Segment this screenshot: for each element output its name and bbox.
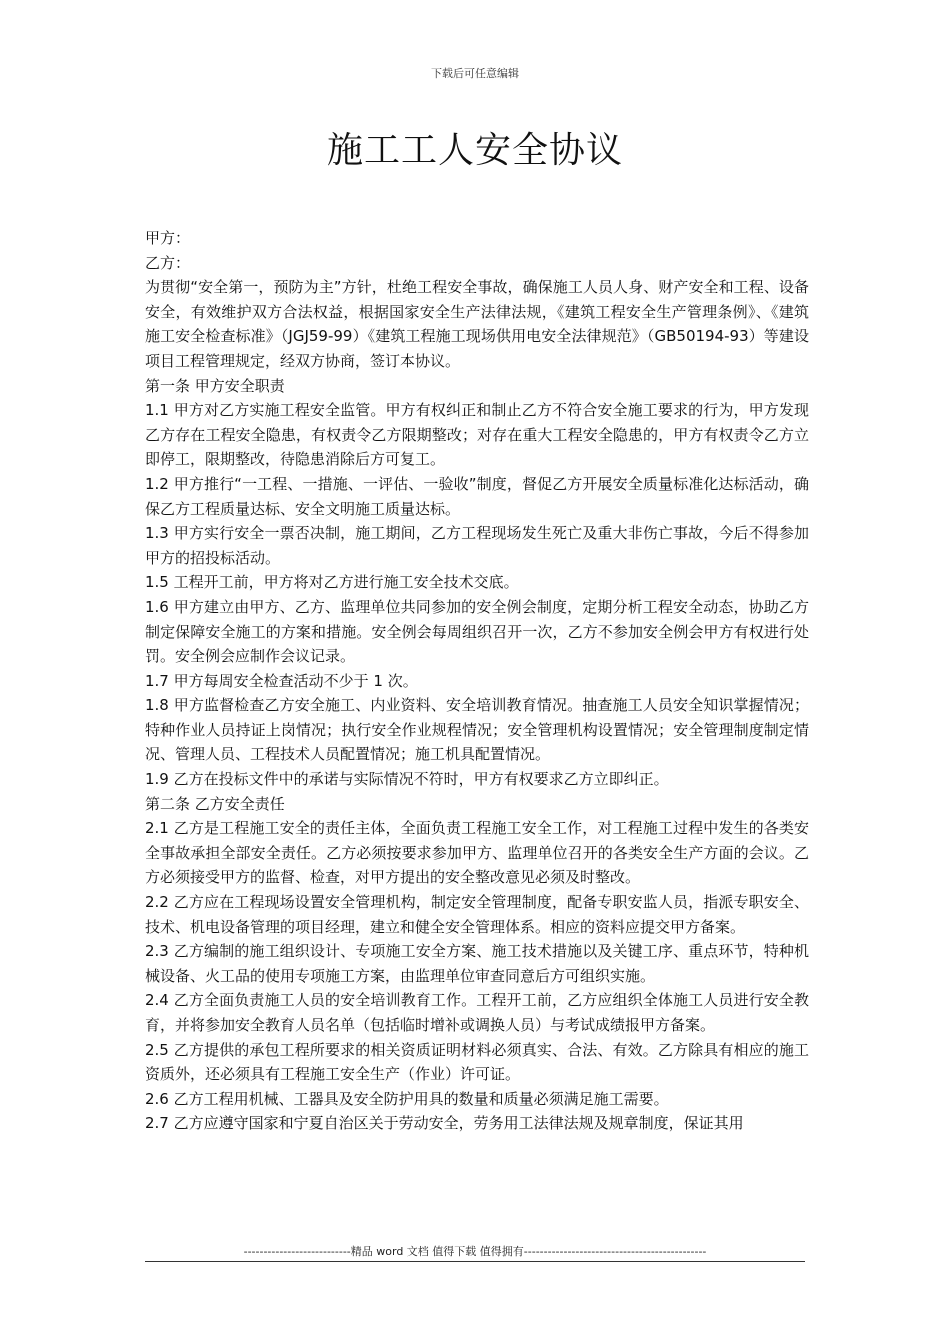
footer-divider <box>145 1261 805 1262</box>
clause-1-2: 1.2 甲方推行“一工程、一措施、一评估、一验收”制度，督促乙方开展安全质量标准化达标活动，确保乙方工程质量达标、安全文明施工质量达标。 <box>145 474 809 518</box>
clause-2-7: 2.7 乙方应遵守国家和宁夏自治区关于劳动安全，劳务用工法律法规及规章制度，保证其用 <box>145 1114 744 1133</box>
document-body <box>145 226 809 1136</box>
clause-2-1: 2.1 乙方是工程施工安全的责任主体，全面负责工程施工安全工作，对工程施工过程中发生的各类安全事故承担全部安全责任。乙方必须按要求参加甲方、监理单位召开的各类安全生产方面的会议。乙方必须接受甲方的监督、检查，对甲方提出的安全整改意见必须及时整改。 <box>145 819 809 887</box>
article-2-heading: 第二条 乙方安全责任 <box>145 794 285 813</box>
document-title: 施工工人安全协议 <box>326 130 623 171</box>
clause-1-3: 1.3 甲方实行安全一票否决制，施工期间，乙方工程现场发生死亡及重大非伤亡事故，今后不得参加甲方的招投标活动。 <box>145 524 809 567</box>
clause-2-3: 2.3 乙方编制的施工组织设计、专项施工安全方案、施工技术措施以及关键工序、重点环节，特种机械设备、火工品的使用专项施工方案，由监理单位审查同意后方可组织实施。 <box>145 942 809 985</box>
clause-1-5: 1.5 工程开工前，甲方将对乙方进行施工安全技术交底。 <box>145 573 519 592</box>
article-1-heading: 第一条 甲方安全职责 <box>145 376 285 395</box>
clause-2-5: 2.5 乙方提供的承包工程所要求的相关资质证明材料必须真实、合法、有效。乙方除具有相应的施工资质外，还必须具有工程施工安全生产（作业）许可证。 <box>145 1040 809 1084</box>
clause-1-6: 1.6 甲方建立由甲方、乙方、监理单位共同参加的安全例会制度，定期分析工程安全动态，协助乙方制定保障安全施工的方案和措施。安全例会每周组织召开一次，乙方不参加安全例会甲方有权进行处罚。安全例会应制作会议记录。 <box>145 597 809 666</box>
clause-2-4: 2.4 乙方全面负责施工人员的安全培训教育工作。工程开工前，乙方应组织全体施工人员进行安全教育，并将参加安全教育人员名单（包括临时增补或调换人员）与考试成绩报甲方备案。 <box>145 991 809 1034</box>
party-b-line: 乙方： <box>145 253 191 272</box>
preamble-paragraph: 为贯彻“安全第一，预防为主”方针，杜绝工程安全事故，确保施工人员人身、财产安全和工程、设备安全，有效维护双方合法权益，根据国家安全生产法律法规，《建筑工程安全生产管理条例》、《建筑施工安全检查标准》（JGJ59-99）《建筑工程施工现场供用电安全法律规范》（GB50194-93）等建设项目工程管理规定，经双方协商，签订本协议。 <box>145 278 809 370</box>
clause-1-7: 1.7 甲方每周安全检查活动不少于 1 次。 <box>145 671 418 690</box>
footer-note: ---------------------------精品 word 文档 值得下载 值得拥有---------------------------------------------- <box>243 1245 707 1258</box>
party-a-line: 甲方： <box>145 229 191 247</box>
header-note: 下载后可任意编辑 <box>431 67 519 80</box>
clause-2-2: 2.2 乙方应在工程现场设置安全管理机构，制定安全管理制度，配备专职安监人员，指派专职安全、技术、机电设备管理的项目经理，建立和健全安全管理体系。相应的资料应提交甲方备案。 <box>145 893 809 936</box>
clause-2-6: 2.6 乙方工程用机械、工器具及安全防护用具的数量和质量必须满足施工需要。 <box>145 1089 669 1108</box>
clause-1-1: 1.1 甲方对乙方实施工程安全监管。甲方有权纠正和制止乙方不符合安全施工要求的行为，甲方发现乙方存在工程安全隐患，有权责令乙方限期整改；对存在重大工程安全隐患的，甲方有权责令乙方立即停工，限期整改，待隐患消除后方可复工。 <box>145 401 809 469</box>
clause-1-9: 1.9 乙方在投标文件中的承诺与实际情况不符时，甲方有权要求乙方立即纠正。 <box>145 770 669 789</box>
clause-1-8: 1.8 甲方监督检查乙方安全施工、内业资料、安全培训教育情况。抽查施工人员安全知识掌握情况；特种作业人员持证上岗情况；执行安全作业规程情况；安全管理机构设置情况；安全管理制度制定情况、管理人员、工程技术人员配置情况；施工机具配置情况。 <box>145 696 809 764</box>
